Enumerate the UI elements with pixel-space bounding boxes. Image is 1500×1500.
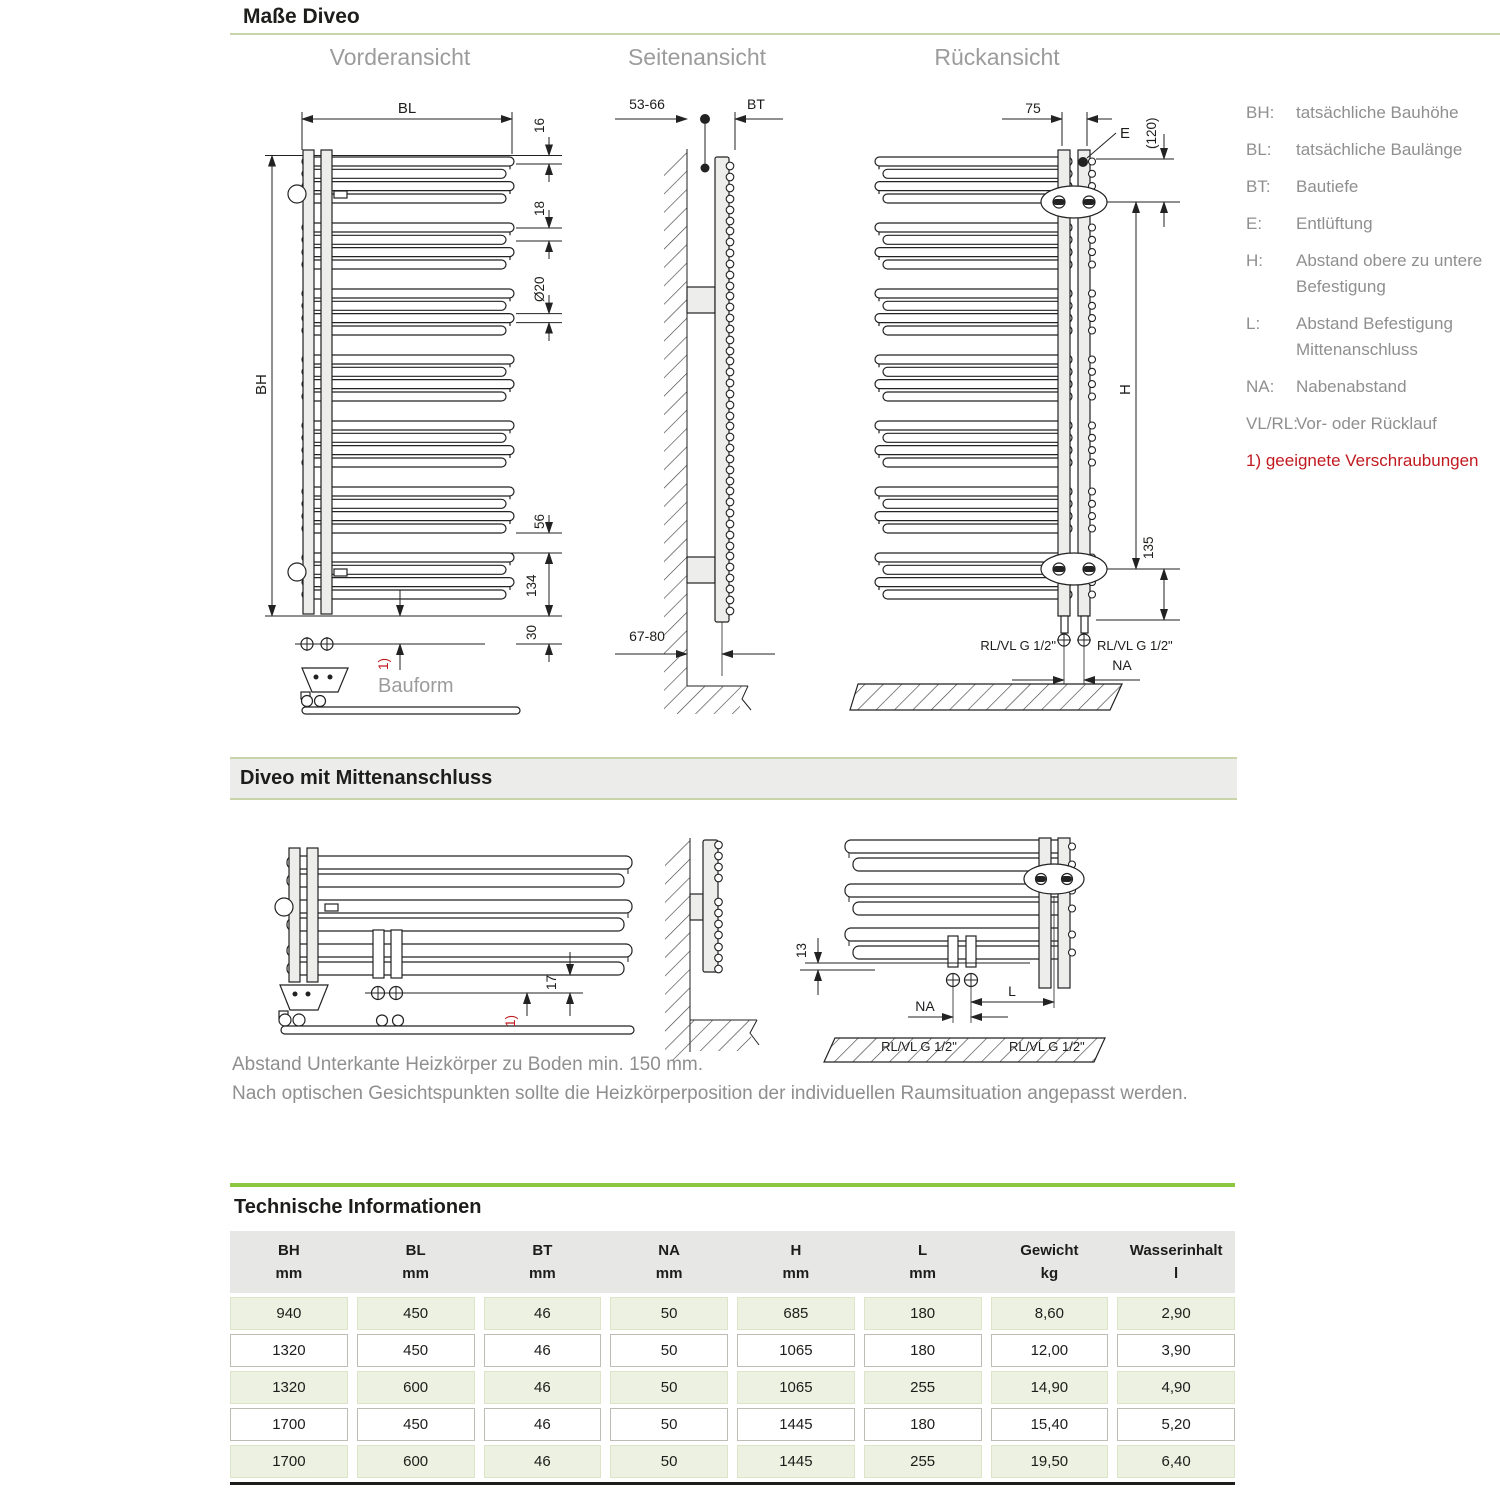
connection-label-right-mitten: RL/VL G 1/2" [1009,1039,1085,1054]
table-cell: 8,60 [991,1297,1109,1330]
back-collector-tubes [1058,150,1096,616]
mitten-front-drawing [265,830,640,1060]
front-radiator-tubes [302,157,514,599]
front-view-drawing [250,92,580,747]
table-cell: 46 [484,1408,602,1441]
legend-item: VL/RL: Vor- oder Rücklauf [1246,414,1437,433]
table-accent-bar [230,1183,1235,1187]
table-cell: 14,90 [991,1371,1109,1404]
tech-info-section [230,1183,1235,1485]
dim-label-e: E [1120,125,1131,142]
table-header-row [230,1231,1235,1293]
legend-footnote: 1) geeignete Verschraubungen [1246,451,1479,470]
side-dimension-lines [615,112,783,686]
table-header-cell: Gewicht kg [1020,1242,1079,1282]
legend [1246,100,1498,474]
legend-item: L: Abstand Befestigung Mittenanschluss [1246,314,1453,359]
radiator-profile-mitten [703,840,718,972]
table-cell: 450 [357,1408,475,1441]
table-cell: 1445 [737,1408,855,1441]
table-cell: 50 [610,1334,728,1367]
dim-label-18: 18 [532,200,547,216]
table-cell: 2,90 [1117,1297,1235,1330]
table-cell: 1700 [230,1445,348,1478]
mittenanschluss-section-bar [230,757,1237,800]
vent-dot [701,164,710,173]
mitten-back-collector-1 [1039,838,1051,988]
mitten-bauform-icon [279,985,634,1034]
dim-label-na: NA [1112,657,1132,673]
table-cell: 255 [864,1371,982,1404]
connection-label-left: RL/VL G 1/2" [980,638,1056,653]
legend-item: NA: Nabenabstand [1246,377,1407,396]
placement-notes [232,1050,1188,1108]
legend-item: H: Abstand obere zu untere Befestigung [1246,251,1483,296]
mitten-collector-1 [289,848,300,982]
footnote-marker-mitten: 1) [503,1014,518,1027]
vent-dot-back [1078,157,1088,167]
dim-label-30: 30 [524,624,539,640]
table-cell: 1065 [737,1334,855,1367]
floor-hatch [687,686,745,714]
mounting-bracket-bottom [1041,553,1107,585]
table-header-cell: L mm [909,1242,936,1282]
table-header-cell: H mm [782,1242,810,1282]
floor-hatch-mitten-side [690,1020,755,1051]
dim-label-13: 13 [794,942,809,958]
dim-label-h: H [1117,384,1134,395]
table-cell: 19,50 [991,1445,1109,1478]
table-title: Technische Informationen [234,1196,482,1218]
mitten-collector-2 [307,848,318,982]
mounting-bracket-top [1041,186,1107,218]
valve-detail [325,904,338,911]
dim-label-l: L [1008,983,1016,999]
table-cell: 50 [610,1371,728,1404]
dim-label-16: 16 [532,117,547,133]
table-cell: 600 [357,1445,475,1478]
table-cell: 180 [864,1297,982,1330]
table-cell: 46 [484,1297,602,1330]
mitten-back-collector-2 [1058,838,1070,988]
connection-label-right: RL/VL G 1/2" [1097,638,1173,653]
dim-label-17: 17 [544,974,559,990]
table-cell: 450 [357,1334,475,1367]
table-header-cell: BT mm [529,1242,556,1282]
front-view-label: Vorderansicht [329,44,471,70]
table-cell: 50 [610,1297,728,1330]
center-stub-back-2 [966,936,976,967]
table-cell: 15,40 [991,1408,1109,1441]
note-line: Abstand Unterkante Heizkörper zu Boden min. 150 mm. [232,1054,704,1075]
page-title: Maße Diveo [243,5,360,28]
table-cell: 180 [864,1408,982,1441]
center-connection-stub-2 [391,930,402,978]
table-cell: 1320 [230,1334,348,1367]
table-cell: 6,40 [1117,1445,1235,1478]
table-bottom-border [230,1482,1235,1485]
legend-item: BT: Bautiefe [1246,177,1359,196]
center-connection-stub-1 [373,930,384,978]
floor-hatch-back [850,684,1122,710]
dim-label-53-66: 53-66 [629,96,665,112]
wall-hatch-mitten [665,838,690,1060]
dim-label-d20: Ø20 [532,276,547,302]
legend-item: BL: tatsächliche Baulänge [1246,140,1463,159]
table-body [230,1293,1235,1478]
mitten-front-tubes [287,856,632,975]
dim-label-120: (120) [1144,117,1159,149]
table-cell: 12,00 [991,1334,1109,1367]
dim-label-bh: BH [253,374,270,395]
center-stub-back-1 [948,936,958,967]
radiator-profile [715,157,729,622]
table-cell: 255 [864,1445,982,1478]
dim-label-bl: BL [397,100,417,117]
back-view-label: Rückansicht [934,44,1060,70]
back-view-drawing [850,92,1210,747]
table-cell: 600 [357,1371,475,1404]
wall-bracket-bottom [687,557,715,583]
table-cell: 46 [484,1445,602,1478]
table-cell: 46 [484,1334,602,1367]
side-view-label: Seitenansicht [627,44,767,70]
legend-item: E: Entlüftung [1246,214,1373,233]
table-cell: 46 [484,1371,602,1404]
table-header-cell: NA mm [655,1242,683,1282]
table-cell: 1700 [230,1408,348,1441]
table-header-cell: BL mm [402,1242,429,1282]
dim-label-75: 75 [1025,100,1041,116]
bauform-label: Bauform [378,675,454,697]
table-cell: 4,90 [1117,1371,1235,1404]
dim-label-bt: BT [747,96,765,112]
legend-item: BH: tatsächliche Bauhöhe [1246,103,1459,122]
valve-boss [275,898,293,916]
table-cell: 50 [610,1445,728,1478]
back-radiator-tubes [875,157,1072,599]
table-cell: 685 [737,1297,855,1330]
note-line: Nach optischen Gesichtspunkten sollte die Heizkörperposition der individuellen Raumsituation angepasst werden. [232,1083,1188,1104]
mounting-bracket-mitten [1024,864,1084,894]
table-cell: 180 [864,1334,982,1367]
wall-bracket-top [687,287,715,313]
table-header-cell: Wasserinhalt l [1129,1242,1223,1282]
table-header-cell: BH mm [275,1242,303,1282]
dim-label-135: 135 [1141,536,1156,559]
table-cell: 5,20 [1117,1408,1235,1441]
mittenanschluss-section-title: Diveo mit Mittenanschluss [240,767,493,789]
table-cell: 940 [230,1297,348,1330]
mitten-back-drawing [790,830,1210,1065]
title-divider [230,33,1500,35]
table-cell: 1445 [737,1445,855,1478]
dim-label-na-mitten: NA [915,998,935,1014]
anchor-point-dot [700,114,710,124]
table-cell: 1065 [737,1371,855,1404]
table-cell: 450 [357,1297,475,1330]
table-cell: 50 [610,1408,728,1441]
connection-label-left-mitten: RL/VL G 1/2" [881,1039,957,1054]
footnote-marker-front: 1) [376,657,391,670]
table-cell: 3,90 [1117,1334,1235,1367]
table-cell: 1320 [230,1371,348,1404]
dim-label-134: 134 [524,574,539,597]
side-view-drawing [600,92,810,747]
dim-label-67-80: 67-80 [629,628,665,644]
dim-label-56: 56 [532,513,547,529]
wall-bracket-mitten [690,894,703,920]
mitten-side-drawing [645,830,785,1060]
wall-hatch [664,149,687,714]
